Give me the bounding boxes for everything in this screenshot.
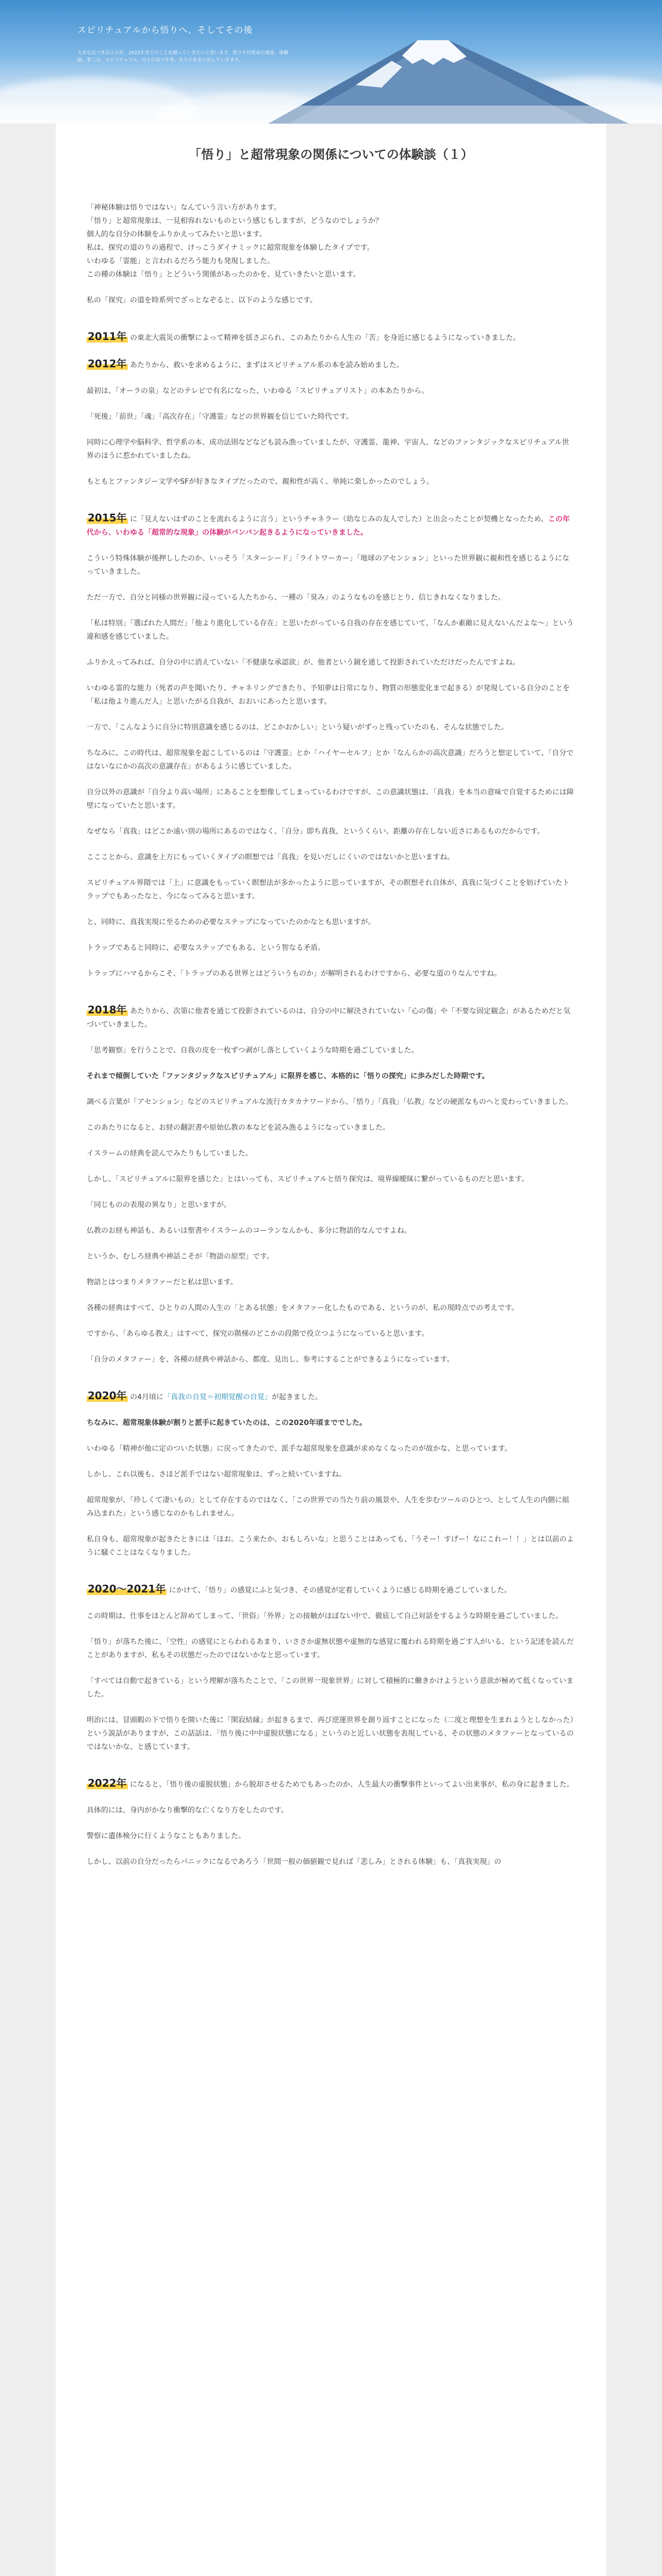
post-card: [56, 124, 606, 2576]
paragraph: 「同じものの表現の異なり」と思いますが。: [87, 1201, 231, 1209]
paragraph-highlight: 「私は特別」「選ばれた人間だ」「他より進化している存在」と思いたがっている自我の存在を感じていて、「なんか素敵に見えないんだよな～」という違和感を感じていました。: [87, 619, 574, 641]
year-paragraph: 2020年 の4月頃に「真我の自覚＝初期覚醒の自覚」が起きました。: [88, 1389, 323, 1402]
paragraph: 「悟り」が落ちた後に、「空性」の感覚にとらわれるあまり、いささか虚無状態や虚無的な感覚に覆われる時期を過ごす人がいる、という記述を読んだことがありますが、私もその状態だったのではないかなと思っています。: [87, 1638, 574, 1659]
paragraph: トラップにハマるからこそ、「トラップのある世界とはどういうものか」が解明されるわけですから、必要な道のりなんですね。: [87, 970, 502, 978]
paragraph: 私自身も、超常現象が起きたときには「ほお。こう来たか。おもしろいな」と思うことはあっても、「うそー！すげー！なにこれー！！」とは以前のように騒ぐことはなくなりました。: [87, 1535, 574, 1557]
paragraph: 具体的には、身内がかなり衝撃的な亡くなり方をしたのです。: [87, 1806, 288, 1815]
year-paragraph: 2012年 あたりから、救いを求めるように、まずはスピリチュアル系の本を読み始めました。: [88, 358, 404, 370]
paragraph-highlight: 「思考観察」を行うことで、自我の皮を一枚ずつ剥がし落としていくような時期を過ごしていました。: [87, 1046, 419, 1055]
year-paragraph: 2020～2021年 にかけて、「悟り」の感覚にふと気づき、その感覚が定着していくように感じる時期を過ごしていました。: [88, 1583, 511, 1595]
post-body: [87, 201, 575, 1869]
paragraph: このあたりになると、お経の翻訳書や原始仏教の本などを読み漁るようになっていきました。: [87, 1124, 390, 1132]
paragraph: 私は、探究の道のりの過程で、けっこうダイナミックに超常現象を体験したタイプです。: [87, 244, 374, 252]
paragraph: ちなみに、この時代は、超常現象を起こしているのは「守護霊」とか「ハイヤーセルフ」とか「なんらかの高次意識」だろうと想定していて、「自分ではないなにかの高次の意識存在」があるように感じていました。: [87, 749, 574, 771]
year-highlight: 2022年: [88, 1777, 127, 1789]
paragraph: ただ一方で、自分と同様の世界観に浸っている人たちから、一種の「臭み」のようなものを感じとり、信じきれなくなりました。: [87, 594, 505, 602]
paragraph: 最初は、「オーラの泉」などのテレビで有名になった、いわゆる「スピリチュアリスト」の本あたりから。: [87, 387, 429, 395]
paragraph-emphasis: それまで傾倒していた「ファンタジックなスピリチュアル」に限界を感じ、本格的に「悟りの探究」に歩みだした時期です。: [87, 1072, 489, 1080]
year-highlight: 2012年: [88, 358, 127, 370]
paragraph: イスラームの経典を読んでみたりもしていました。: [87, 1149, 253, 1158]
paragraph: 明治には、冒頭暇の下で悟りを開いた後に「閑寂結縁」が起きるまで、再び逆運世界を創り返すことになった（二度と理想を生まれようとしなかった）という説話がありますが、この話話は、「悟り後に中中虚脱状態になる」というのと近しい状態を表現している、その状態のメタファーとなっているのではないかな、と感じています。: [87, 1716, 574, 1751]
paragraph: もともとファンタジー文学やSFが好きなタイプだったので、親和性が高く、単純に楽しかったのでしょう。: [87, 478, 434, 486]
site-title-link[interactable]: スピリチュアルから悟りへ、そしてその後: [77, 25, 253, 36]
paragraph: 超常現象が、「珍しくて凄いもの」として存在するのではなく、「この世界での当たり前の風景や、人生を歩むツールのひとつ、として人生の内側に組み込まれた」という感じなのかもしれません。: [87, 1496, 570, 1518]
paragraph: 個人的な自分の体験をふりかえってみたいと思います。: [87, 230, 267, 239]
paragraph: なぜなら「真我」はどこか遠い別の場所にあるのではなく、「自分」即ち真我、というくらい、距離の存在しない近さにあるものだからです。: [87, 827, 544, 836]
paragraph: この種の体験は「悟り」とどういう関係があったのかを、見ていきたいと思います。: [87, 270, 360, 279]
year-highlight: 2020年: [88, 1389, 127, 1402]
paragraph: トラップであると同時に、必要なステップでもある、という智なる矛盾。: [87, 944, 325, 952]
year-paragraph: 2015年 に「見えないはずのことを流れるように言う」というチャネラー（幼なじみの友人でした）と出会ったことが契機となったため、この年代から、いわゆる「超常的な現象」の体験がバンバン起きるようになっていきました。: [87, 512, 570, 537]
paragraph: 仏教のお経も神話も、あるいは聖書やイスラームのコーランなんかも、多分に物語的なんですよね。: [87, 1227, 411, 1235]
paragraph-highlight: 「死後」「前世」「魂」「高次存在」「守護霊」などの世界観を信じていた時代です。: [87, 413, 353, 421]
paragraph-emphasis: ちなみに、超常現象体験が割りと派手に起きていたのは、この2020年頃まででした。: [87, 1419, 367, 1427]
paragraph: 警察に遺体検分に行くようなこともありました。: [87, 1832, 245, 1840]
year-paragraph: 2022年 になると、「悟り後の虚脱状態」から脱却させるためでもあったのか、人生最大の衝撃事件といってよい出来事が、私の身に起きました。: [88, 1777, 574, 1789]
paragraph: と、同時に、真我実現に至るための必要なステップになっていたのかなとも思いますが。: [87, 918, 375, 926]
paragraph: 一方で、「こんなように自分に特別意識を感じるのは、どこかおかしい」という疑いがずっと残っていたのも、そんな状態でした。: [87, 723, 508, 732]
paragraph: 各種の経典はすべて、ひとりの人間の人生の「とある状態」をメタファー化したものである、というのが、私の現時点での考えです。: [87, 1304, 519, 1312]
paragraph: しかし、以前の自分だったらパニックになるであろう「世間一般の価値観で見れば「悲しみ」とされる体験」も、「真我実現」の: [87, 1858, 502, 1866]
paragraph: いわゆる「霊能」と言われるだろう能力も発現しました。: [87, 257, 274, 265]
paragraph: スピリチュアル界隈では「上」に意識をもっていく瞑想法が多かったように思っていますが、その瞑想それ自体が、真我に気づくことを妨げていたトラップでもあったなと、今になってみると思います。: [87, 879, 570, 901]
paragraph: ですから、「あらゆる教え」はすべて、探究の階梯のどこかの段階で役立つようになっていると思います。: [87, 1330, 429, 1338]
paragraph: しかし、「スピリチュアルに限界を感じた」とはいっても、スピリチュアルと悟り探究は、境界線曖昧に繋がっているものだと思います。: [87, 1175, 529, 1183]
year-paragraph: 2018年 あたりから、次第に他者を通じて投影されているのは、自分の中に解決されていない「心の傷」や「不要な固定観念」があるためだと気づいていきました。: [87, 1004, 571, 1029]
paragraph: というか、むしろ経典や神話こそが「物語の原型」です。: [87, 1252, 274, 1261]
paragraph: 自分以外の意識が「自分より高い場所」にあることを想像してしまっているわけですが、この意識状態は、「真我」を本当の意味で自覚するためには障壁になっていたと思います。: [87, 788, 574, 810]
paragraph: ここことから、意識を上方にもっていくタイプの瞑想では「真我」を見いだしにくいのではないかと思いますね。: [87, 853, 455, 861]
year-highlight: 2020～2021年: [88, 1583, 166, 1595]
paragraph: いわゆる霊的な能力（死者の声を聞いたり、チャネリングできたり、予知夢は日常になり、物質の形態変化まで起きる）が発現している自分のことを「私は他より進んだ人」と思いたがる自我が、おおいにあったと思います。: [87, 684, 570, 706]
paragraph: いわゆる「精神が他に定のついた状態」に戻ってきたので、派手な超常現象を意識が求めなくなったのが故かな、と思っています。: [87, 1445, 512, 1453]
paragraph: この時期は、仕事をほとんど辞めてしまって、「世俗」「外界」との接触がほぼない中で、徹底して自己対話をするような時期を過ごしていました。: [87, 1612, 563, 1620]
post-title: 「悟り」と超常現象の関係についての体験談（１）: [189, 147, 473, 162]
paragraph: しかし、これ以後も、さほど派手ではない超常現象は、ずっと続いていますね。: [87, 1470, 346, 1479]
site-description: 大きな気づき以上の年、2022年までのことを綴っていきたいと思います。悟りや目覚めの感覚、体験談、非二元、スピリチュアル、日々の気づき等。ありのままに記していきます。: [77, 50, 289, 63]
year-highlight: 2015年: [88, 512, 127, 524]
year-highlight: 2018年: [88, 1004, 127, 1016]
year-paragraph: 2011年 の東北大震災の衝撃によって精神を揺さぶられ、このあたりから人生の「苦」を身近に感じるようになっていきました。: [88, 330, 520, 343]
paragraph: 同時に心理学や脳科学、哲学系の本、成功法則などなども読み漁っていましたが、守護霊、龍神、宇宙人、などのファンタジックなスピリチュアル世界のほうに惹かれていましたね。: [87, 438, 569, 460]
paragraph: 私の「探究」の道を時系列でざっとなぞると、以下のような感じです。: [87, 296, 317, 304]
paragraph-highlight: 物語とはつまりメタファーだと私は思います。: [87, 1278, 238, 1286]
year-highlight: 2011年: [88, 330, 127, 343]
paragraph: こういう特殊体験が後押ししたのか、いっそう「スターシード」「ライトワーカー」「地球のアセンション」といった世界観に親和性を感じるようになっていきました。: [87, 554, 570, 576]
paragraph-highlight: 「すべては自動で起きている」という理解が落ちたことで、「この世界一現象世界」に対して積極的に働きかけようという意欲が極めて低くなっていました。: [87, 1677, 574, 1699]
paragraph: 「神秘体験は悟りではない」なんていう言い方があります。: [87, 204, 281, 212]
paragraph: 「悟り」と超常現象は、一見相容れないものという感じもしますが、どうなのでしょうか？: [87, 217, 383, 225]
paragraph: ふりかえってみれば、自分の中に消えていない「不健康な承認欲」が、他者という鏡を通して投影されていただけだったんですよね。: [87, 658, 520, 667]
paragraph: 調べる言葉が「アセンション」などのスピリチュアルな流行カタカナワードから、「悟り」「真我」「仏教」などの硬派なものへと変わっていきました。: [87, 1098, 573, 1106]
site-header: [0, 0, 662, 124]
paragraph: 「自分のメタファー」を、各種の経典や神話から、都度、見出し、参考にすることができるようになっています。: [87, 1355, 454, 1364]
